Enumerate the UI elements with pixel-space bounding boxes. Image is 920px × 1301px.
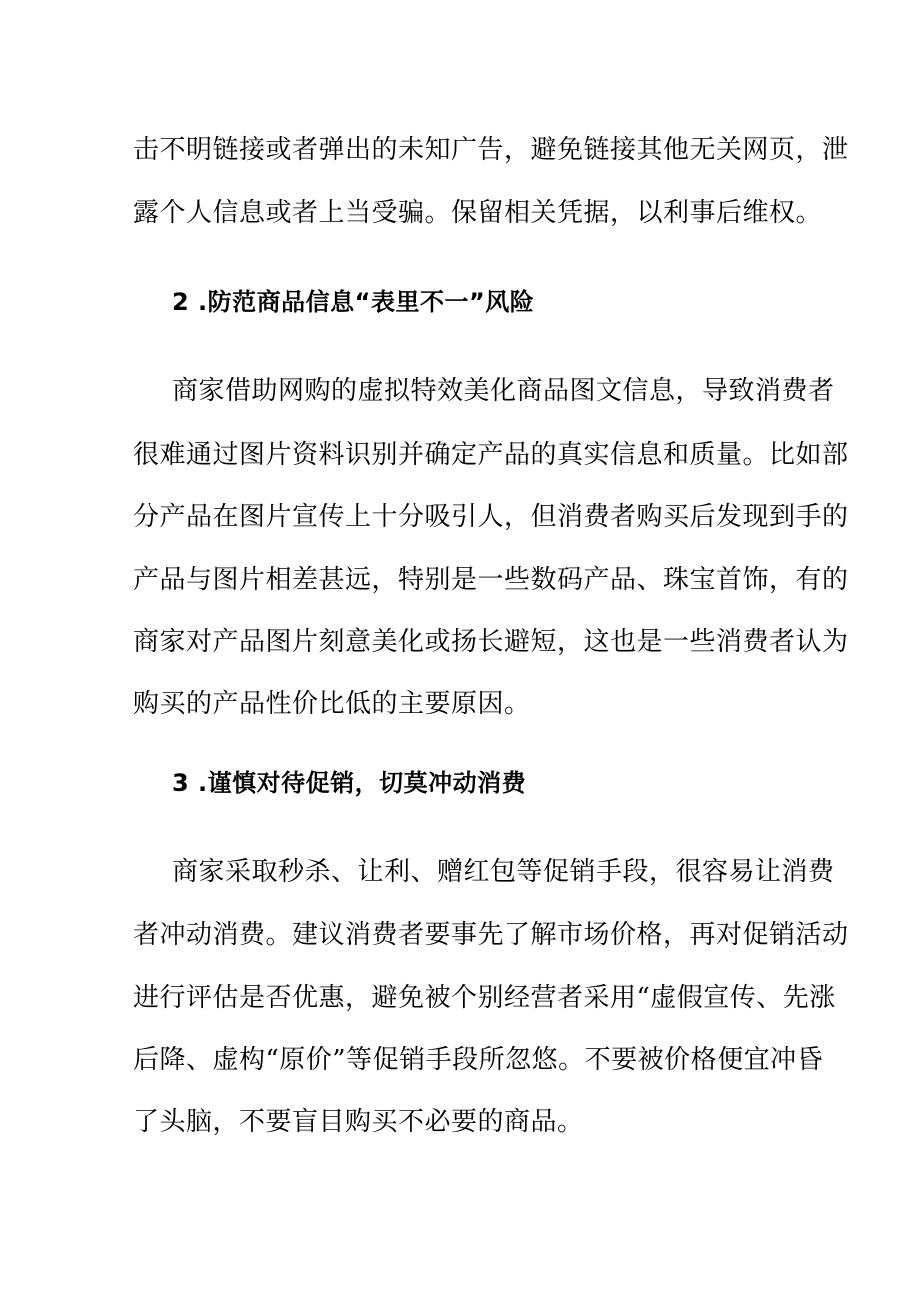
paragraph-1-line-1: 击不明链接或者弹出的未知广告，避免链接其他无关网页，泄 — [133, 135, 849, 165]
paragraph-1-line-2: 露个人信息或者上当受骗。保留相关凭据，以利事后维权。 — [133, 198, 823, 228]
paragraph-3-line-1: 商家采取秒杀、让利、赠红包等促销手段，很容易让消费 — [172, 857, 835, 887]
paragraph-3-line-4: 后降、虚构“原价”等促销手段所忽悠。不要被价格便宜冲昏 — [133, 1045, 824, 1075]
section-heading-3: 3 .谨慎对待促销，切莫冲动消费 — [172, 769, 527, 797]
paragraph-2-line-1: 商家借助网购的虚拟特效美化商品图文信息，导致消费者 — [172, 376, 835, 406]
paragraph-3-line-2: 者冲动消费。建议消费者要事先了解市场价格，再对促销活动 — [133, 920, 849, 950]
paragraph-3-line-5: 了头脑，不要盲目购买不必要的商品。 — [133, 1107, 584, 1137]
paragraph-2-line-3: 分产品在图片宣传上十分吸引人，但消费者购买后发现到手的 — [133, 502, 849, 532]
paragraph-2-line-2: 很难通过图片资料识别并确定产品的真实信息和质量。比如部 — [133, 440, 849, 470]
paragraph-2-line-6: 购买的产品性价比低的主要原因。 — [133, 689, 531, 719]
section-heading-2: 2 .防范商品信息“表里不一”风险 — [172, 288, 535, 316]
paragraph-2-line-5: 商家对产品图片刻意美化或扬长避短，这也是一些消费者认为 — [133, 627, 849, 657]
paragraph-2-line-4: 产品与图片相差甚远，特别是一些数码产品、珠宝首饰，有的 — [133, 565, 849, 595]
paragraph-3-line-3: 进行评估是否优惠，避免被个别经营者采用“虚假宣传、先涨 — [133, 983, 836, 1013]
